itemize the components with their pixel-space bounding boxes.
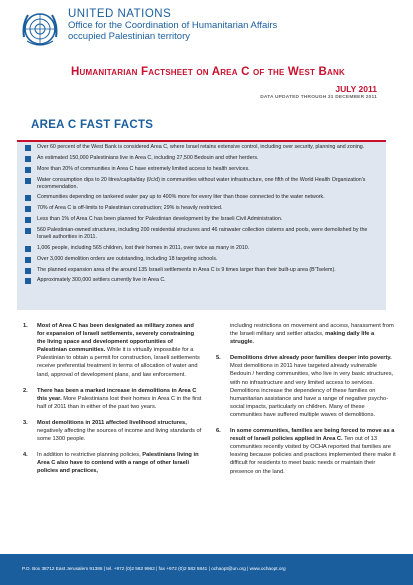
bullet-square-icon: [25, 246, 31, 252]
fact-item: More than 20% of communities in Area C have extremely limited access to health services.: [25, 166, 382, 173]
fact-item: Water consumption dips to 20 litres/capita/day (l/c/d) in communities without water infrastructure, one fifth of the World Health Organization's recommendation.: [25, 177, 382, 191]
bullet-square-icon: [25, 206, 31, 212]
paragraph-3: 3. Most demolitions in 2011 affected livelihood structures, negatively affecting the sources of income and living standards of some 1300 people.: [23, 419, 202, 443]
org-territory: occupied Palestinian territory: [68, 31, 190, 43]
paragraph-2: 2. There has been a marked increase in demolitions in Area C this year. More Palestinians lost their homes in Area C in the first half of 2011 than in either of the past two years.: [23, 387, 202, 410]
contact-info: P.O. Box 38712 East Jerusalem 91386 | tel. +972 (0)2 582 9962 | fax +972 (0)2 582 5841 | ochaopt@un.org | www.ochaopt.org: [22, 566, 286, 571]
bullet-square-icon: [25, 268, 31, 274]
fast-facts-list: [25, 144, 382, 288]
org-name: UNITED NATIONS: [68, 8, 172, 20]
fast-facts-title: AREA C FAST FACTS: [31, 119, 154, 131]
bullet-square-icon: [25, 156, 31, 162]
fact-item: Over 3,000 demolition orders are outstanding, including 18 targeting schools.: [25, 256, 382, 263]
body-column-right: [216, 322, 396, 484]
bullet-square-icon: [25, 195, 31, 201]
paragraph-4: 4. In addition to restrictive planning policies, Palestinians living in Area C also have to contend with a range of other Israeli policies and practices,: [23, 452, 199, 475]
data-updated-note: DATA UPDATED THROUGH 31 DECEMBER 2011: [260, 95, 377, 100]
fact-item: Less than 1% of Area C has been planned for Palestinian development by the Israeli Civil Administration.: [25, 216, 382, 223]
bullet-square-icon: [25, 145, 31, 151]
bullet-square-icon: [25, 278, 31, 284]
bullet-square-icon: [25, 178, 31, 184]
bullet-square-icon: [25, 257, 31, 263]
bullet-square-icon: [25, 228, 31, 234]
un-emblem-icon: [18, 7, 62, 51]
paragraph-5: 5. Demolitions drive already poor families deeper into poverty. Most demolitions in 2011 have targeted already vulnerable Bedouin / herding communities, who live in very basic structures, with no infrastructure and very limited access to services. Demolitions increase the dependency of these families on humanitarian assistance and have a range of negative psycho-social impacts, particularly on children. Many of these communities have suffered multiple waves of demolitions.: [216, 355, 394, 418]
paragraph-4-continued: including restrictions on movement and access, harassment from the Israeli military and settler attacks, making daily life a struggle.: [230, 323, 394, 346]
bullet-square-icon: [25, 167, 31, 173]
fact-item: Over 60 percent of the West Bank is considered Area C, where Israel retains extensive control, including over security, planning and zoning.: [25, 144, 382, 151]
page-title: Humanitarian Factsheet on Area C of the West Bank: [71, 66, 345, 78]
fact-item: 1,006 people, including 565 children, lost their homes in 2011, over twice as many in 2010.: [25, 245, 382, 252]
paragraph-6: 6. In some communities, families are being forced to move as a result of Israeli policies applied in Area C. Ten out of 13 communities recently visited by OCHA reported that families are leaving because policies and practices implemented there make it difficult for residents to meet basic needs or maintain their presence on the land.: [216, 428, 396, 475]
fact-item: An estimated 150,000 Palestinians live in Area C, including 27,500 Bedouin and other herders.: [25, 155, 382, 162]
fact-item: Communities depending on tankered water pay up to 400% more for every liter than those connected to the water network.: [25, 194, 382, 201]
header: [0, 0, 413, 64]
fact-item: 70% of Area C is off-limits to Palestinian construction; 29% is heavily restricted.: [25, 205, 382, 212]
bullet-square-icon: [25, 217, 31, 223]
date: JULY 2011: [335, 84, 377, 94]
body-column-left: [23, 322, 203, 484]
paragraph-1: 1. Most of Area C has been designated as military zones and for expansion of Israeli settlements, severely constraining the living space and development opportunities of Palestinian communities. While it is virtually impossible for a Palestinian to obtain a permit for construction, Israeli settlements receive preferential treatment in terms of allocation of water and land, approval of development plans, and law enforcement.: [23, 323, 200, 378]
fact-item: Approximately 300,000 settlers currently live in Area C.: [25, 277, 382, 284]
footer: [0, 554, 413, 585]
fact-item: The planned expansion area of the around 135 Israeli settlements in Area C is 9 times larger than their built-up area (B'Tselem).: [25, 267, 382, 274]
org-office: Office for the Coordination of Humanitarian Affairs: [68, 20, 278, 32]
fact-item: 560 Palestinian-owned structures, including 200 residential structures and 46 rainwater collection cisterns and pools, were demolished by the Israeli authorities in 2011.: [25, 227, 382, 241]
